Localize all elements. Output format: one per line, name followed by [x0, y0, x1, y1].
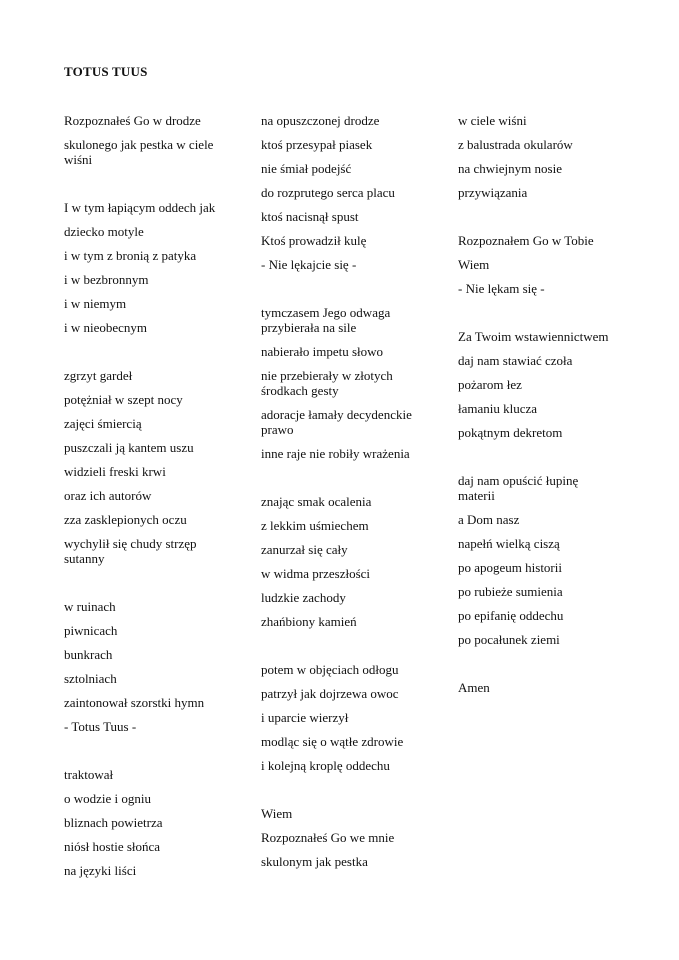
stanza-gap [64, 743, 224, 767]
poem-line: w widma przeszłości [261, 566, 371, 581]
poem-line: nabierało impetu słowo [261, 344, 384, 359]
poem-line: zaintonował szorstki hymn [64, 695, 205, 710]
poem-line: daj nam stawiać czoła [458, 353, 573, 368]
stanza-gap [458, 305, 618, 329]
stanza [261, 305, 421, 461]
stanza-gap [261, 281, 421, 305]
poem-line: i w nieobecnym [64, 320, 148, 335]
poem-line: piwnicach [64, 623, 118, 638]
poem-line: łamaniu klucza [458, 401, 538, 416]
stanza [458, 329, 618, 440]
stanza [458, 113, 618, 200]
poem-column-2 [261, 113, 421, 878]
poem-line: traktował [64, 767, 114, 782]
poem-line: z balustrada okularów [458, 137, 573, 152]
stanza-gap [64, 344, 224, 368]
poem-line: nie śmiał podejść [261, 161, 352, 176]
stanza [64, 368, 224, 566]
poem-line: bunkrach [64, 647, 113, 662]
stanza-gap [458, 449, 618, 473]
poem-line: zhańbiony kamień [261, 614, 357, 629]
stanza [261, 806, 421, 869]
poem-line: do rozprutego serca placu [261, 185, 395, 200]
poem-line: inne raje nie robiły wrażenia [261, 446, 410, 461]
poem-column-1 [64, 113, 224, 887]
poem-line: na chwiejnym nosie [458, 161, 562, 176]
poem-line: potężniał w szept nocy [64, 392, 183, 407]
poem-line: adoracje łamały decydenckie prawo [261, 407, 412, 437]
poem-line: i uparcie wierzył [261, 710, 349, 725]
poem-line: znając smak ocalenia [261, 494, 372, 509]
stanza [458, 680, 618, 695]
poem-line: niósł hostie słońca [64, 839, 161, 854]
poem-column-3 [458, 113, 618, 704]
poem-line: a Dom nasz [458, 512, 520, 527]
poem-line: i w tym z bronią z patyka [64, 248, 197, 263]
poem-line: tymczasem Jego odwaga przybierała na sile [261, 305, 391, 335]
poem-line: skulonym jak pestka [261, 854, 368, 869]
poem-line: ktoś przesypał piasek [261, 137, 373, 152]
poem-line: na języki liści [64, 863, 137, 878]
stanza [64, 113, 224, 167]
poem-line: Rozpoznałem Go w Tobie [458, 233, 594, 248]
stanza-gap [64, 575, 224, 599]
poem-line: oraz ich autorów [64, 488, 152, 503]
poem-line: Ktoś prowadził kulę [261, 233, 367, 248]
stanza [458, 233, 618, 296]
poem-line: po rubieże sumienia [458, 584, 563, 599]
poem-line: widzieli freski krwi [64, 464, 166, 479]
poem-line: i w bezbronnym [64, 272, 149, 287]
poem-line: zgrzyt gardeł [64, 368, 133, 383]
poem-line: o wodzie i ogniu [64, 791, 152, 806]
poem-line: modląc się o wątłe zdrowie [261, 734, 404, 749]
poem-line: skulonego jak pestka w ciele wiśni [64, 137, 214, 167]
poem-line: Rozpoznałeś Go w drodze [64, 113, 201, 128]
stanza [261, 662, 421, 773]
stanza-gap [458, 656, 618, 680]
stanza-gap [458, 209, 618, 233]
poem-line: patrzył jak dojrzewa owoc [261, 686, 399, 701]
poem-line: - Nie lękajcie się - [261, 257, 357, 272]
poem-line: pożarom łez [458, 377, 522, 392]
poem-line: ludzkie zachody [261, 590, 346, 605]
poem-line: Rozpoznałeś Go we mnie [261, 830, 395, 845]
poem-line: bliznach powietrza [64, 815, 163, 830]
poem-line: przywiązania [458, 185, 528, 200]
poem-line: i w niemym [64, 296, 127, 311]
poem-line: pokątnym dekretom [458, 425, 563, 440]
poem-line: Za Twoim wstawiennictwem [458, 329, 609, 344]
stanza-gap [261, 470, 421, 494]
stanza [64, 200, 224, 335]
poem-line: po apogeum historii [458, 560, 562, 575]
poem-line: zza zasklepionych oczu [64, 512, 187, 527]
stanza-gap [261, 638, 421, 662]
poem-line: zajęci śmiercią [64, 416, 142, 431]
poem-line: po epifanię oddechu [458, 608, 564, 623]
poem-title: TOTUS TUUS [64, 64, 148, 79]
poem-line: z lekkim uśmiechem [261, 518, 369, 533]
poem-line: potem w objęciach odłogu [261, 662, 399, 677]
poem-line: Wiem [458, 257, 490, 272]
stanza [261, 113, 421, 272]
poem-line: na opuszczonej drodze [261, 113, 380, 128]
poem-line: - Totus Tuus - [64, 719, 137, 734]
poem-line: I w tym łapiącym oddech jak [64, 200, 216, 215]
stanza [64, 599, 224, 734]
poem-line: napełń wielką ciszą [458, 536, 560, 551]
poem-line: nie przebierały w złotych środkach gesty [261, 368, 393, 398]
poem-line: w ciele wiśni [458, 113, 527, 128]
stanza-gap [261, 782, 421, 806]
stanza [261, 494, 421, 629]
poem-line: Wiem [261, 806, 293, 821]
poem-line: puszczali ją kantem uszu [64, 440, 194, 455]
poem-line: ktoś nacisnął spust [261, 209, 359, 224]
poem-line: sztolniach [64, 671, 117, 686]
poem-line: i kolejną kroplę oddechu [261, 758, 390, 773]
poem-line: dziecko motyle [64, 224, 144, 239]
poem-line: po pocałunek ziemi [458, 632, 560, 647]
stanza [458, 473, 618, 647]
poem-line: - Nie lękam się - [458, 281, 545, 296]
poem-line: w ruinach [64, 599, 116, 614]
poem-line: zanurzał się cały [261, 542, 348, 557]
poem-line: daj nam opuścić łupinę materii [458, 473, 579, 503]
poem-line: wychylił się chudy strzęp sutanny [64, 536, 197, 566]
stanza-gap [64, 176, 224, 200]
stanza [64, 767, 224, 878]
poem-line: Amen [458, 680, 490, 695]
